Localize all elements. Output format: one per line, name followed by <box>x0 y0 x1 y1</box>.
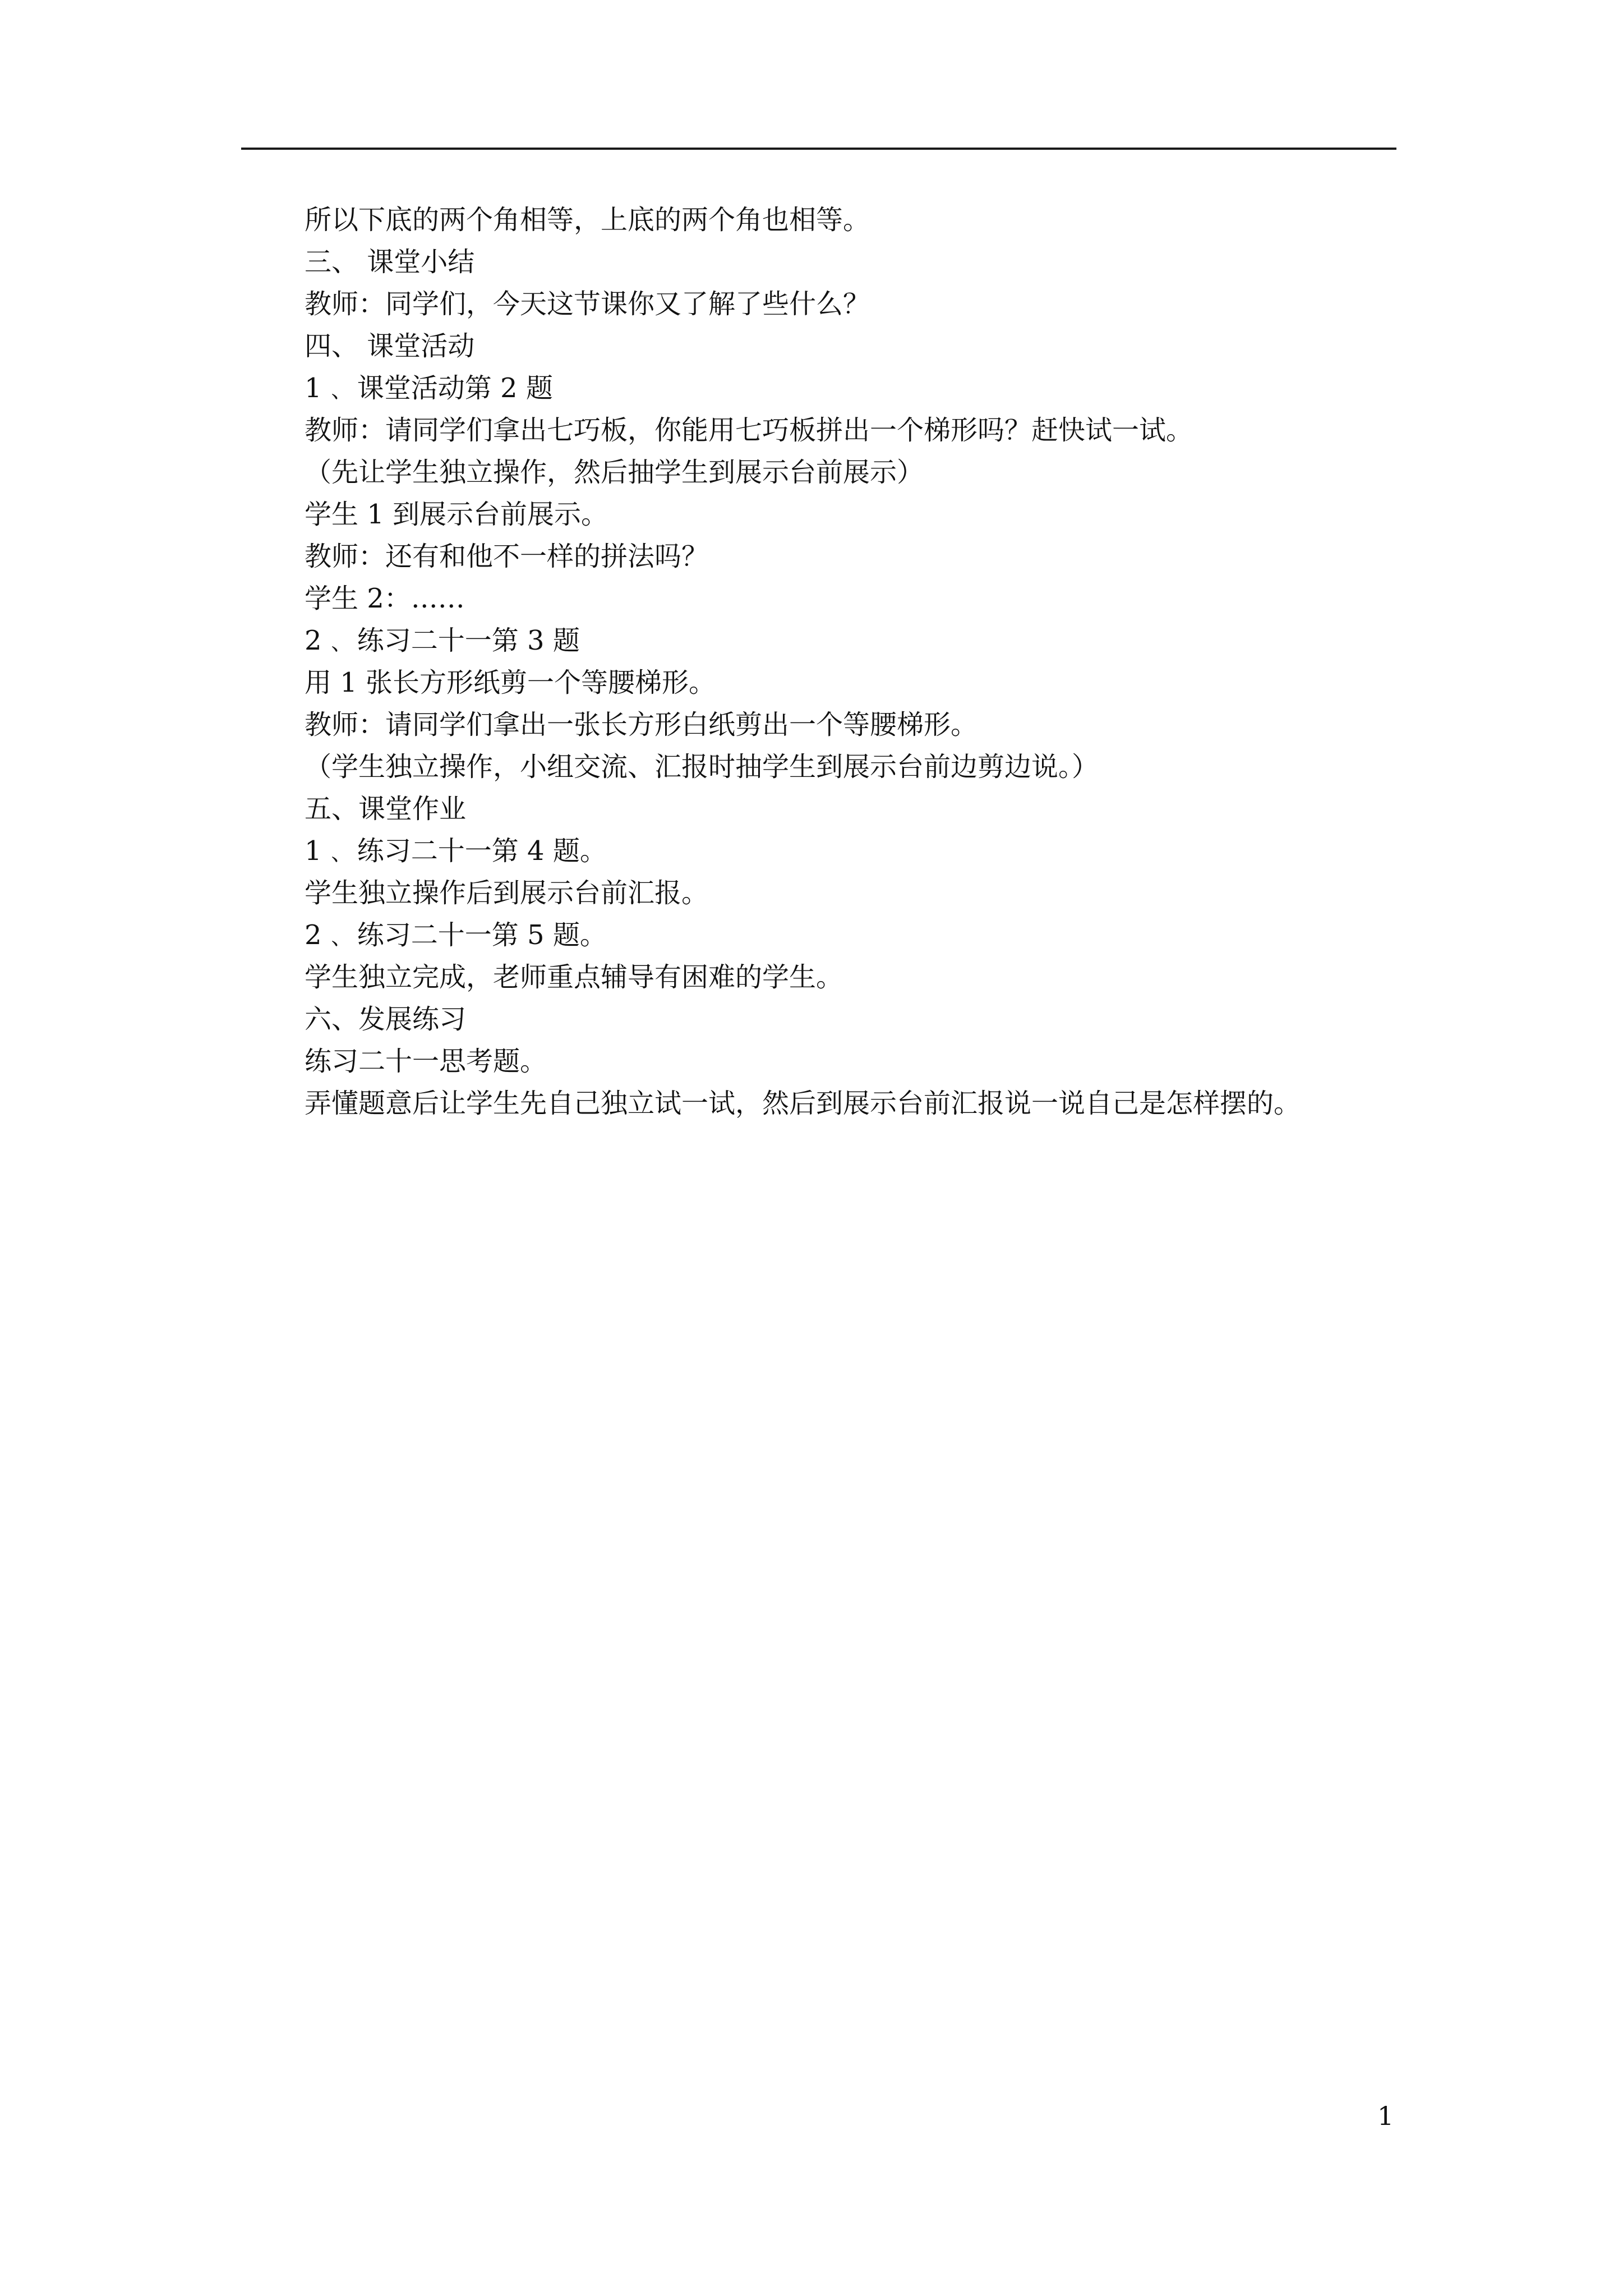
text-line: 练习二十一思考题。 <box>305 1046 547 1077</box>
section-heading-summary: 三、 课堂小结 <box>305 246 475 278</box>
list-item: 2﹑ 练习二十一第 3 题 <box>305 625 580 656</box>
list-item: 2﹑ 练习二十一第 5 题。 <box>305 919 607 951</box>
section-heading-practice: 六、发展练习 <box>305 1004 467 1035</box>
text-line: 所以下底的两个角相等，上底的两个角也相等。 <box>305 204 870 236</box>
text-line: （先让学生独立操作，然后抽学生到展示台前展示） <box>305 457 924 488</box>
text-line: 学生独立完成，老师重点辅导有困难的学生。 <box>305 961 843 993</box>
text-line: 用 1 张长方形纸剪一个等腰梯形。 <box>305 667 716 698</box>
section-heading-activity: 四、 课堂活动 <box>305 330 475 362</box>
text-line: 教师：还有和他不一样的拼法吗？ <box>305 541 709 572</box>
text-line: 教师：同学们，今天这节课你又了解了些什么？ <box>305 288 870 320</box>
list-item: 1﹑ 课堂活动第 2 题 <box>305 372 553 404</box>
header-rule <box>241 148 1396 150</box>
text-line: 学生 2：…… <box>305 583 465 614</box>
document-body <box>305 199 1404 1125</box>
text-line: 弄懂题意后让学生先自己独立试一试，然后到展示台前汇报说一说自己是怎样摆的。 <box>305 1088 1301 1119</box>
text-line: 教师：请同学们拿出一张长方形白纸剪出一个等腰梯形。 <box>305 709 978 740</box>
page-number: 1 <box>1377 2101 1394 2131</box>
text-line: （学生独立操作，小组交流、汇报时抽学生到展示台前边剪边说。） <box>305 751 1099 783</box>
section-heading-homework: 五、课堂作业 <box>305 793 467 825</box>
text-line: 学生独立操作后到展示台前汇报。 <box>305 877 709 909</box>
list-item: 1﹑ 练习二十一第 4 题。 <box>305 835 607 867</box>
text-line: 学生 1 到展示台前展示。 <box>305 499 608 530</box>
text-line: 教师：请同学们拿出七巧板，你能用七巧板拼出一个梯形吗？赶快试一试。 <box>305 415 1193 446</box>
